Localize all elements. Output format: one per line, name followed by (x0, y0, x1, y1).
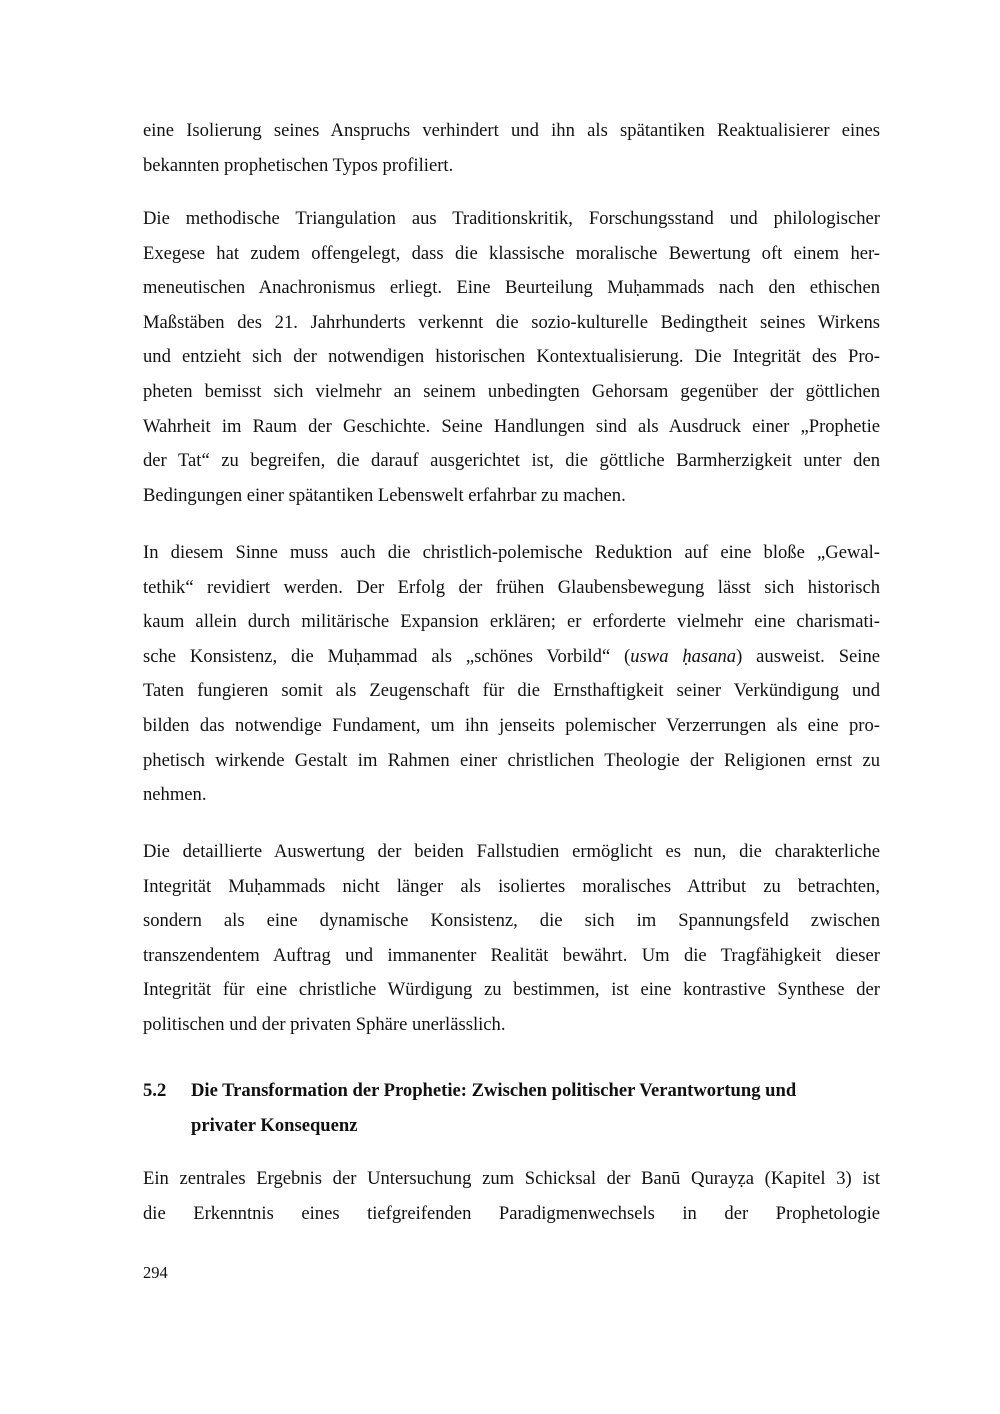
paragraph-5 (143, 1162, 880, 1231)
text-line: Integrität für eine christliche Würdigung zu bestimmen, ist eine kontrastive Synthese der (143, 979, 880, 1001)
text-line: pheten bemisst sich vielmehr an seinem unbedingten Gehorsam gegenüber der göttlichen (143, 380, 880, 402)
text-line: Wahrheit im Raum der Geschichte. Seine Handlungen sind als Ausdruck einer „Prophetie (143, 415, 880, 437)
text-line: Ein zentrales Ergebnis der Untersuchung zum Schicksal der Banū Qurayẓa (Kapitel 3) ist (143, 1168, 880, 1189)
text-segment: ) ausweist. Seine (736, 645, 881, 667)
text-line: kaum allein durch militärische Expansion erklären; er erforderte vielmehr eine charismati- (143, 611, 880, 633)
text-line: die Erkenntnis eines tiefgreifenden Paradigmenwechsels in der Prophetologie (143, 1202, 880, 1224)
section-number: 5.2 (143, 1080, 167, 1101)
text-line: Exegese hat zudem offengelegt, dass die klassische moralische Bewertung oft einem her- (143, 242, 880, 264)
text-line: und entzieht sich der notwendigen historischen Kontextualisierung. Die Integrität des Pro- (143, 346, 880, 368)
text-line: Die methodische Triangulation aus Traditionskritik, Forschungsstand und philologischer (143, 208, 880, 229)
text-line: Die detaillierte Auswertung der beiden Fallstudien ermöglicht es nun, die charakterliche (143, 841, 880, 862)
text-line: meneutischen Anachronismus erliegt. Eine Beurteilung Muḥammads nach den ethischen (143, 277, 880, 299)
text-line: transzendentem Auftrag und immanenter Realität bewährt. Um die Tragfähigkeit dieser (143, 944, 880, 966)
section-title (191, 1073, 880, 1143)
text-line-with-italic (143, 640, 880, 675)
section-title-line: Die Transformation der Prophetie: Zwischen politischer Verantwortung und (191, 1080, 797, 1101)
paragraph-2 (143, 202, 880, 513)
italic-term: uswa ḥasana (630, 645, 737, 667)
text-line: bekannten prophetischen Typos profiliert. (143, 154, 454, 176)
page-number: 294 (143, 1263, 168, 1282)
text-line: Maßstäben des 21. Jahrhunderts verkennt die sozio-kulturelle Bedingtheit seines Wirkens (143, 311, 880, 333)
text-segment: sche Konsistenz, die Muḥammad als „schönes Vorbild“ ( (143, 645, 631, 667)
text-line: In diesem Sinne muss auch die christlich-polemische Reduktion auf eine bloße „Gewal- (143, 542, 880, 563)
text-line: phetisch wirkende Gestalt im Rahmen einer christlichen Theologie der Religionen ernst zu (143, 749, 880, 771)
text-line: bilden das notwendige Fundament, um ihn jenseits polemischer Verzerrungen als eine pro- (143, 714, 880, 736)
text-line: Bedingungen einer spätantiken Lebenswelt erfahrbar zu machen. (143, 484, 626, 506)
text-line: Taten fungieren somit als Zeugenschaft für die Ernsthaftigkeit seiner Verkündigung und (143, 680, 880, 702)
text-line: sondern als eine dynamische Konsistenz, die sich im Spannungsfeld zwischen (143, 910, 880, 932)
text-line: nehmen. (143, 784, 207, 806)
section-title-line: privater Konsequenz (191, 1115, 358, 1136)
text-line: eine Isolierung seines Anspruchs verhindert und ihn als spätantiken Reaktualisierer eines (143, 120, 880, 141)
paragraph-4 (143, 835, 880, 1043)
paragraph-3 (143, 536, 880, 813)
text-line: Integrität Muḥammads nicht länger als isoliertes moralisches Attribut zu betrachten, (143, 875, 880, 897)
text-line: politischen und der privaten Sphäre unerlässlich. (143, 1013, 506, 1035)
text-line: tethik“ revidiert werden. Der Erfolg der frühen Glaubensbewegung lässt sich historisch (143, 576, 880, 598)
paragraph-1 (143, 114, 880, 183)
section-heading (143, 1073, 880, 1143)
text-line: der Tat“ zu begreifen, die darauf ausgerichtet ist, die göttliche Barmherzigkeit unter den (143, 450, 880, 472)
